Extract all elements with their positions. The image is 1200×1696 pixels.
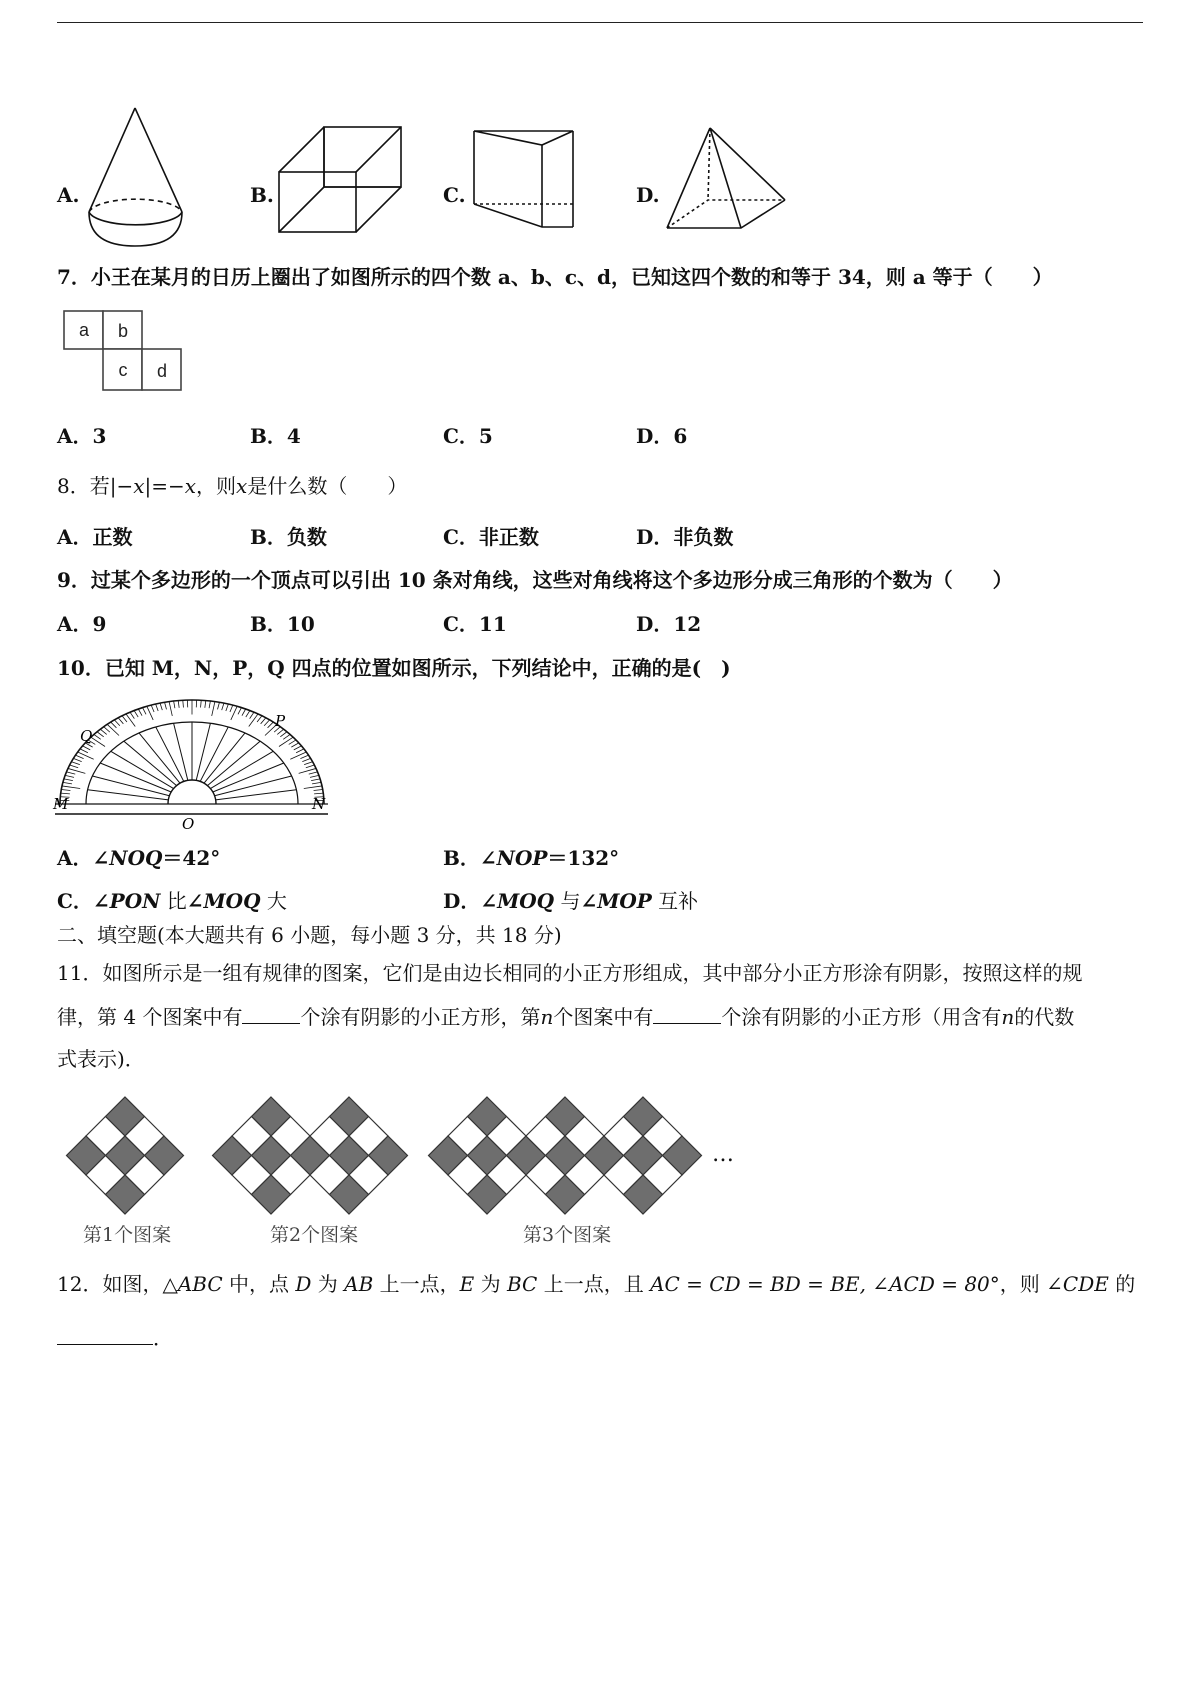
q8-stem-pre: 8．若: [57, 474, 110, 498]
protractor-tick: [314, 790, 323, 791]
protractor-tick: [174, 701, 175, 708]
protractor-tick: [205, 701, 206, 708]
triangular-prism-figure: [472, 128, 582, 233]
q6-option-c-label: C.: [443, 183, 466, 207]
q12-target-angle: ∠CDE: [1046, 1272, 1109, 1296]
protractor-tick: [160, 703, 162, 710]
protractor-tick: [75, 755, 83, 758]
protractor-tick: [61, 793, 70, 794]
q10-option-c: C．∠PON 比∠MOQ 大: [57, 889, 287, 913]
protractor-ray: [156, 727, 184, 782]
calendar-grid-figure: [63, 310, 187, 394]
q7-option-a: A．3: [57, 424, 107, 448]
cell-c: c: [118, 360, 128, 380]
protractor-tick: [230, 705, 233, 712]
protractor-tick: [257, 716, 262, 722]
point-p-label: P: [275, 712, 286, 730]
pattern-1-caption: 第1个图案: [83, 1224, 172, 1246]
protractor-tick: [71, 762, 79, 765]
protractor-ray: [88, 790, 169, 800]
protractor-ray: [204, 733, 245, 783]
cube-figure: [278, 125, 408, 235]
protractor-tick: [107, 724, 119, 735]
protractor-tick: [249, 714, 258, 727]
q11-n-2: n: [1001, 1005, 1015, 1029]
protractor-tick: [304, 786, 322, 789]
q8-option-b: B．负数: [250, 525, 327, 549]
protractor-ray: [216, 790, 297, 800]
q11-text-b: 个涂有阴影的小正方形，第: [300, 1005, 541, 1029]
point-m-label: M: [53, 795, 69, 813]
protractor-tick: [64, 779, 73, 781]
q7-option-b: B．4: [250, 424, 301, 448]
q8-option-d: D．非负数: [636, 525, 734, 549]
protractor-tick: [138, 709, 142, 716]
q9-stem: 9．过某个多边形的一个顶点可以引出 10 条对角线，这些对角线将这个多边形分成三角形的个数为（ ）: [57, 568, 1013, 592]
q10-option-a: A．∠NOQ＝42°: [57, 846, 221, 870]
protractor-tick: [83, 746, 91, 750]
protractor-tick: [100, 729, 106, 734]
q8-stem-mid: ，则: [196, 474, 237, 498]
q12-condition: AC = CD = BD = BE, ∠ACD = 80°: [650, 1272, 1000, 1296]
pattern-2-caption: 第2个图案: [270, 1224, 359, 1246]
protractor-tick: [294, 746, 302, 750]
protractor-ray: [174, 723, 188, 780]
protractor-tick: [126, 714, 135, 727]
protractor-tick: [300, 755, 308, 758]
protractor-tick: [63, 782, 72, 784]
protractor-tick: [111, 722, 117, 728]
point-q-label: Q: [80, 727, 93, 745]
protractor-tick: [304, 762, 312, 765]
q8-stem-post: 是什么数（ ）: [247, 474, 408, 498]
q9-option-a: A．9: [57, 612, 107, 636]
q10-stem: 10．已知 M，N，P，Q 四点的位置如图所示，下列结论中，正确的是( ): [57, 656, 731, 680]
q7-option-d: D．6: [636, 424, 688, 448]
q9-option-c: C．11: [443, 612, 507, 636]
q12-triangle: △ABC: [162, 1272, 223, 1296]
protractor-tick: [218, 702, 220, 709]
pattern-ellipsis: …: [712, 1142, 734, 1167]
protractor-tick: [302, 758, 310, 761]
protractor-tick: [242, 709, 246, 716]
q12-point-d: D: [295, 1272, 312, 1296]
protractor-tick: [309, 772, 318, 774]
q12-blank[interactable]: [57, 1324, 153, 1345]
q8-variable: x: [236, 474, 248, 498]
q7-option-c: C．5: [443, 424, 493, 448]
pattern-3-figure: [428, 1096, 702, 1214]
protractor-tick: [283, 734, 290, 739]
protractor-tick: [178, 701, 179, 708]
q9-option-d: D．12: [636, 612, 702, 636]
protractor-ray: [139, 733, 180, 783]
q11-text-a: 律，第 4 个图案中有: [57, 1005, 243, 1029]
protractor-tick: [264, 720, 269, 726]
protractor-tick: [238, 708, 241, 715]
protractor-tick: [201, 700, 202, 707]
q8-option-c: C．非正数: [443, 525, 539, 549]
q6-option-a-label: A.: [57, 183, 80, 207]
point-n-label: N: [312, 795, 326, 813]
q8-expression: |−x|=−x: [109, 474, 197, 498]
q11-line-2: [57, 1003, 1074, 1030]
protractor-tick: [169, 702, 172, 716]
q11-text-d: 个涂有阴影的小正方形（用含有: [721, 1005, 1002, 1029]
protractor-tick: [310, 775, 319, 777]
q12-text-pre: 12．如图，: [57, 1272, 163, 1296]
q10-option-d: D．∠MOQ 与∠MOP 互补: [443, 889, 699, 913]
pattern-3-caption: 第3个图案: [523, 1224, 612, 1246]
protractor-tick: [156, 704, 159, 711]
protractor-tick: [62, 786, 80, 789]
q12-stem: 12．如图，△ABC 中，点 D 为 AB 上一点，E 为 BC 上一点，且 AC = CD = BD = BE, ∠ACD = 80°，则 ∠CDE 的: [57, 1272, 1136, 1296]
protractor-tick: [134, 711, 138, 718]
q12-end-mark: ．: [153, 1326, 173, 1350]
protractor-tick: [226, 704, 229, 711]
protractor-tick: [312, 782, 321, 784]
protractor-tick: [122, 716, 127, 722]
q11-line-3: 式表示)．: [57, 1047, 145, 1071]
cell-b: b: [117, 321, 129, 341]
pattern-2-figure: [212, 1096, 408, 1214]
q11-text-c: 个图案中有: [553, 1005, 654, 1029]
protractor-tick: [118, 718, 123, 724]
protractor-ray: [213, 763, 284, 792]
protractor-tick: [290, 752, 306, 759]
protractor-tick: [209, 701, 210, 708]
protractor-tick: [280, 732, 287, 737]
protractor-tick: [73, 758, 81, 761]
q12-point-e: E: [459, 1272, 475, 1296]
protractor-ray: [100, 763, 171, 792]
protractor-tick: [114, 720, 119, 726]
section-2-heading: 二、填空题(本大题共有 6 小题，每小题 3 分，共 18 分): [57, 923, 562, 947]
protractor-tick: [246, 711, 250, 718]
protractor-tick: [222, 703, 224, 710]
protractor-figure: [50, 696, 340, 831]
protractor-tick: [183, 700, 184, 707]
pyramid-figure: [665, 125, 790, 233]
protractor-tick: [143, 708, 146, 715]
q8-option-a: A．正数: [57, 525, 133, 549]
q11-text-e: 的代数: [1014, 1005, 1075, 1029]
q6-option-b-label: B.: [250, 183, 274, 207]
protractor-tick: [268, 722, 274, 728]
protractor-tick: [66, 772, 75, 774]
point-o-label: O: [182, 815, 195, 833]
protractor-tick: [61, 790, 70, 791]
protractor-tick: [130, 712, 134, 718]
q6-option-d-label: D.: [636, 183, 660, 207]
protractor-tick: [261, 718, 266, 724]
protractor-tick: [289, 740, 296, 744]
protractor-ray: [200, 727, 228, 782]
protractor-tick: [78, 752, 94, 759]
protractor-tick: [97, 732, 104, 737]
protractor-tick: [80, 749, 88, 753]
protractor-tick: [165, 702, 167, 709]
header-rule: [57, 22, 1143, 23]
protractor-tick: [306, 765, 315, 768]
protractor-tick: [151, 705, 154, 712]
q11-blank-2[interactable]: [653, 1003, 721, 1024]
protractor-tick: [104, 727, 110, 732]
q9-option-b: B．10: [250, 612, 315, 636]
protractor-tick: [212, 702, 215, 716]
protractor-tick: [291, 743, 298, 747]
cone-figure: [85, 105, 220, 255]
q12-segment-bc: BC: [506, 1272, 538, 1296]
pattern-1-figure: [66, 1096, 184, 1214]
q11-line-1: 11．如图所示是一组有规律的图案，它们是由边长相同的小正方形组成，其中部分小正方形涂有阴影，按照这样的规: [57, 961, 1083, 985]
protractor-tick: [91, 737, 105, 746]
protractor-tick: [250, 712, 254, 718]
q7-stem: 7．小王在某月的日历上圈出了如图所示的四个数 a、b、c、d，已知这四个数的和等于 34，则 a 等于（ ）: [57, 265, 1053, 289]
protractor-ray: [196, 723, 210, 780]
cell-d: d: [156, 361, 168, 381]
protractor-tick: [279, 737, 293, 746]
q12-answer-line: [57, 1324, 173, 1351]
q10-option-b: B．∠NOP＝132°: [443, 846, 620, 870]
protractor-tick: [314, 793, 323, 794]
q12-segment-ab: AB: [344, 1272, 374, 1296]
protractor-tick: [296, 749, 304, 753]
protractor-tick: [94, 734, 101, 739]
protractor-tick: [70, 765, 79, 768]
cell-a: a: [78, 320, 90, 340]
q11-blank-1[interactable]: [242, 1003, 300, 1024]
protractor-tick: [311, 779, 320, 781]
q11-n-1: n: [540, 1005, 554, 1029]
q8-stem: [57, 473, 407, 499]
protractor-tick: [65, 775, 74, 777]
